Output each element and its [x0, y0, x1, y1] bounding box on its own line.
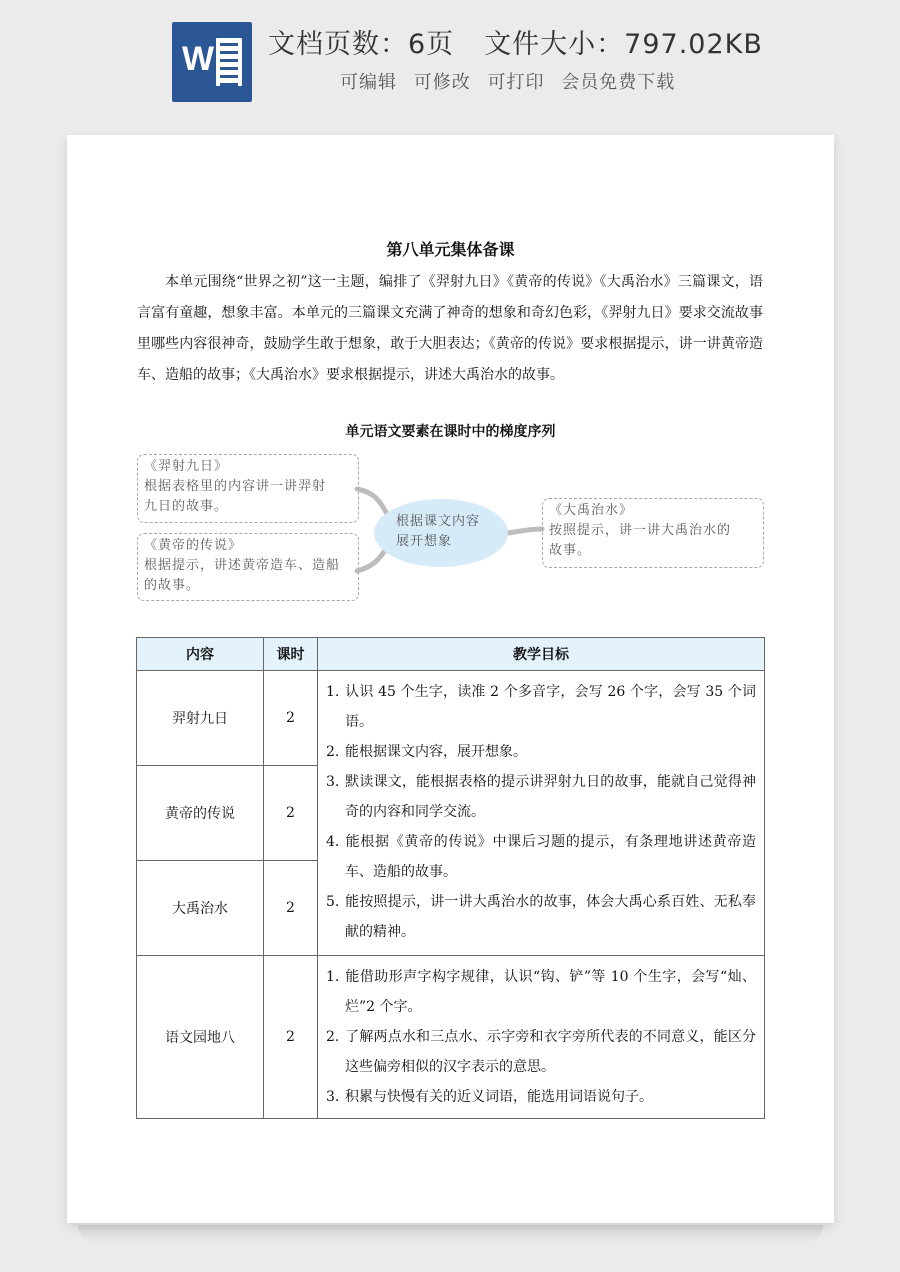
- goal-number: 2.: [326, 1029, 340, 1045]
- node-yi-title: 《羿射九日》: [144, 459, 229, 474]
- goal-item: [326, 767, 756, 827]
- row-content: 语文园地八: [137, 956, 264, 1119]
- mind-map-node-huangdi: [137, 533, 359, 601]
- file-size-label: 文件大小：797.02KB: [484, 29, 763, 60]
- lesson-plan-table: [136, 637, 765, 1119]
- goal-number: 2.: [326, 744, 340, 760]
- node-yi-line2: 九日的故事。: [144, 499, 229, 514]
- goal-text: 默读课文，能根据表格的提示讲羿射九日的故事，能就自己觉得神奇的内容和同学交流。: [345, 774, 756, 820]
- header-goals: 教学目标: [318, 638, 765, 671]
- goal-text: 能根据《黄帝的传说》中课后习题的提示，有条理地讲述黄帝造车、造船的故事。: [345, 834, 756, 880]
- page-count-label: 文档页数：6页: [268, 29, 455, 60]
- node-huangdi-line1: 根据提示，讲述黄帝造车、造船: [144, 558, 341, 573]
- section-subtitle: 单元语文要素在课时中的梯度序列: [345, 424, 556, 440]
- goal-item: [326, 1082, 756, 1112]
- goal-text: 认识 45 个生字，读准 2 个多音字，会写 26 个字，会写 35 个词语。: [345, 684, 756, 730]
- row-content: 羿射九日: [137, 671, 264, 766]
- goal-text: 了解两点水和三点水、示字旁和衣字旁所代表的不同意义，能区分这些偏旁相似的汉字表示的意思。: [345, 1029, 756, 1075]
- row-hours: 2: [264, 671, 318, 766]
- goal-number: 1.: [326, 684, 340, 700]
- table-row: [137, 671, 765, 766]
- header-hours: 课时: [264, 638, 318, 671]
- goals-cell-lessons: [318, 671, 765, 956]
- goal-number: 3.: [326, 774, 340, 790]
- table-row: [137, 956, 765, 1119]
- banner-features: [340, 68, 675, 94]
- row-hours: 2: [264, 956, 318, 1119]
- table-header-row: [137, 638, 765, 671]
- goal-item: [326, 827, 756, 887]
- document-lines-icon: [216, 38, 242, 86]
- feature-modifiable: 可修改: [413, 72, 471, 93]
- banner-title: [268, 22, 763, 61]
- node-yi-line1: 根据表格里的内容讲一讲羿射: [144, 479, 327, 494]
- goal-item: [326, 677, 756, 737]
- paper-shadow: [78, 1225, 823, 1243]
- download-banner: [0, 0, 900, 120]
- document-page: [67, 135, 834, 1223]
- header-content: 内容: [137, 638, 264, 671]
- node-huangdi-line2: 的故事。: [144, 578, 201, 593]
- row-hours: 2: [264, 766, 318, 861]
- node-dayu-title: 《大禹治水》: [549, 503, 634, 518]
- feature-editable: 可编辑: [340, 72, 397, 93]
- goal-text: 能根据课文内容，展开想象。: [345, 744, 527, 760]
- mind-map: [67, 445, 834, 605]
- goal-item: [326, 887, 756, 947]
- goal-number: 4.: [326, 834, 340, 850]
- row-hours: 2: [264, 861, 318, 956]
- goal-text: 能借助形声字构字规律，认识“钩、铲”等 10 个生字，会写“灿、烂”2 个字。: [345, 969, 756, 1015]
- mind-map-node-yi: [137, 454, 359, 523]
- center-line2: 展开想象: [396, 534, 453, 549]
- goal-number: 5.: [326, 894, 340, 910]
- node-huangdi-title: 《黄帝的传说》: [144, 538, 243, 553]
- mind-map-node-dayu: [542, 498, 764, 568]
- node-dayu-line2: 故事。: [549, 543, 592, 558]
- goal-text: 积累与快慢有关的近义词语，能选用词语说句子。: [345, 1089, 653, 1105]
- intro-paragraph: 本单元围绕“世界之初”这一主题，编排了《羿射九日》《黄帝的传说》《大禹治水》三篇课文，语言富有童趣，想象丰富。本单元的三篇课文充满了神奇的想象和奇幻色彩，《羿射九日》要求交流故事里哪些内容很神奇，鼓励学生敢于想象，敢于大胆表达；《黄帝的传说》要求根据提示，讲一讲黄帝造车、造船的故事；《大禹治水》要求根据提示，讲述大禹治水的故事。: [137, 274, 763, 383]
- goals-cell-garden: [318, 956, 765, 1119]
- word-document-icon: [172, 22, 252, 102]
- document-title: 第八单元集体备课: [386, 240, 515, 259]
- goal-item: [326, 737, 756, 767]
- goal-number: 1.: [326, 969, 340, 985]
- goal-number: 3.: [326, 1089, 340, 1105]
- row-content: 黄帝的传说: [137, 766, 264, 861]
- goal-text: 能按照提示，讲一讲大禹治水的故事，体会大禹心系百姓、无私奉献的精神。: [345, 894, 756, 940]
- row-content: 大禹治水: [137, 861, 264, 956]
- word-logo-letter: W: [182, 40, 215, 78]
- feature-printable: 可打印: [487, 72, 545, 93]
- center-line1: 根据课文内容: [396, 514, 481, 529]
- goal-item: [326, 962, 756, 1022]
- mind-map-center-node: [374, 499, 508, 567]
- node-dayu-line1: 按照提示，讲一讲大禹治水的: [549, 523, 732, 538]
- feature-member-download: 会员免费下载: [561, 72, 676, 93]
- goal-item: [326, 1022, 756, 1082]
